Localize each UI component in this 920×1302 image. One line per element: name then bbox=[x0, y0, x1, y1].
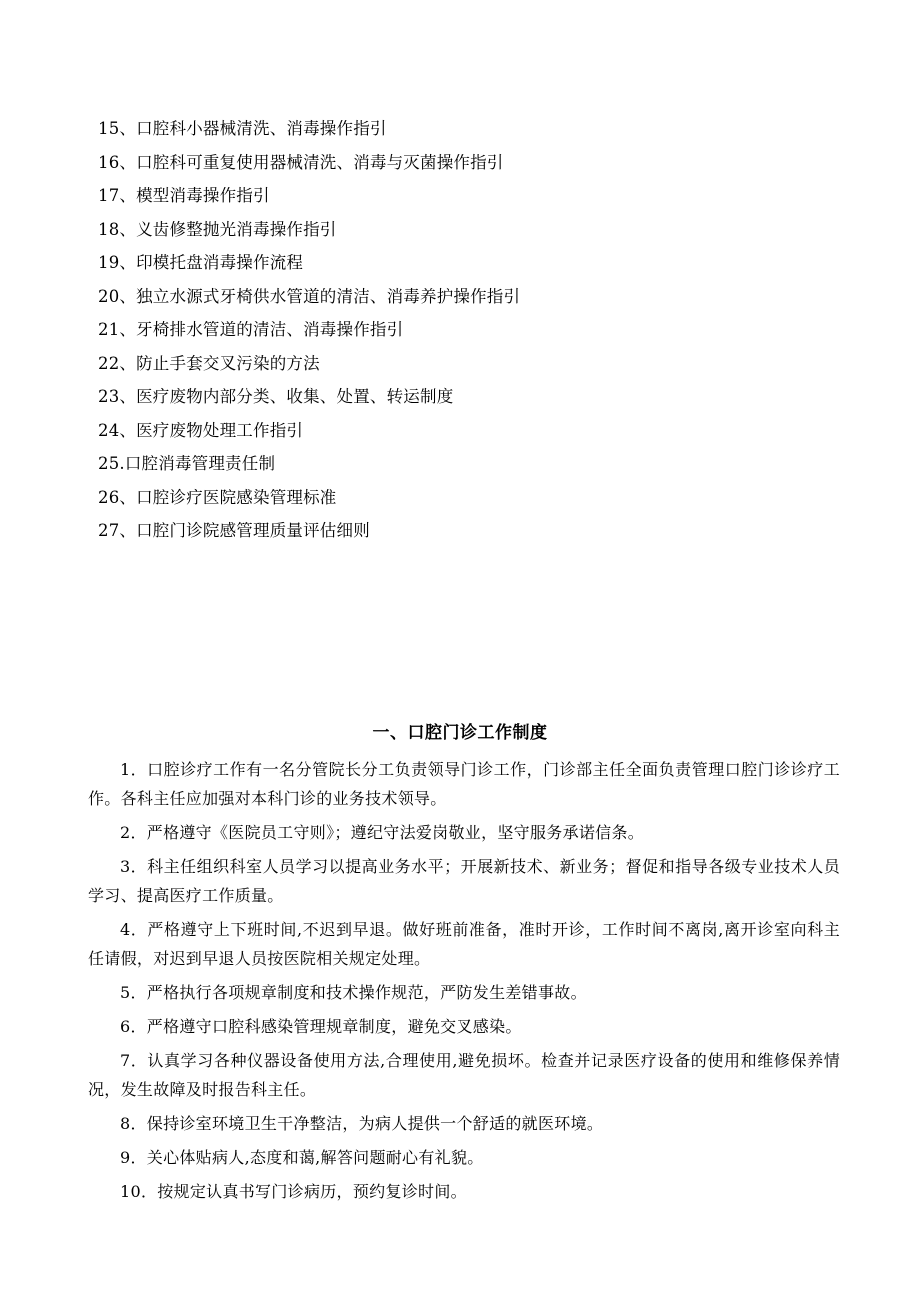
rule-paragraph: 2．严格遵守《医院员工守则》；遵纪守法爱岗敬业，坚守服务承诺信条。 bbox=[120, 823, 645, 842]
toc-item: 22、防止手套交叉污染的方法 bbox=[98, 353, 320, 373]
rule-paragraph: 3．科主任组织科室人员学习以提高业务水平；开展新技术、新业务；督促和指导各级专业技术人员学习、提高医疗工作质量。 bbox=[88, 857, 840, 905]
rule-paragraph: 6．严格遵守口腔科感染管理规章制度，避免交叉感染。 bbox=[120, 1017, 522, 1036]
toc-item: 16、口腔科可重复使用器械清洗、消毒与灭菌操作指引 bbox=[98, 152, 504, 172]
toc-item: 20、独立水源式牙椅供水管道的清洁、消毒养护操作指引 bbox=[98, 286, 521, 306]
rule-paragraph: 8．保持诊室环境卫生干净整洁，为病人提供一个舒适的就医环境。 bbox=[120, 1114, 604, 1133]
toc-item: 27、口腔门诊院感管理质量评估细则 bbox=[98, 521, 370, 540]
section-title: 一、口腔门诊工作制度 bbox=[372, 723, 548, 743]
toc-item: 24、医疗废物处理工作指引 bbox=[98, 420, 304, 440]
toc-item: 26、口腔诊疗医院感染管理标准 bbox=[98, 487, 337, 507]
toc-item: 19、印模托盘消毒操作流程 bbox=[98, 253, 304, 272]
rule-paragraph: 5．严格执行各项规章制度和技术操作规范，严防发生差错事故。 bbox=[120, 983, 587, 1002]
toc-item: 21、牙椅排水管道的清洁、消毒操作指引 bbox=[98, 320, 404, 339]
rule-paragraph: 4．严格遵守上下班时间,不迟到早退。做好班前准备，准时开诊，工作时间不离岗,离开诊室向科主任请假，对迟到早退人员按医院相关规定处理。 bbox=[88, 920, 840, 968]
rule-paragraph: 9．关心体贴病人,态度和蔼,解答问题耐心有礼貌。 bbox=[120, 1148, 484, 1167]
toc-item: 18、义齿修整抛光消毒操作指引 bbox=[98, 219, 337, 239]
rule-paragraph: 10．按规定认真书写门诊病历，预约复诊时间。 bbox=[120, 1182, 467, 1201]
toc-item: 17、模型消毒操作指引 bbox=[98, 186, 270, 205]
rule-paragraph: 1．口腔诊疗工作有一名分管院长分工负责领导门诊工作，门诊部主任全面负责管理口腔门诊诊疗工作。各科主任应加强对本科门诊的业务技术领导。 bbox=[88, 760, 840, 808]
toc-item: 15、口腔科小器械清洗、消毒操作指引 bbox=[98, 119, 387, 138]
rules-list bbox=[88, 755, 840, 1211]
rule-paragraph: 7．认真学习各种仪器设备使用方法,合理使用,避免损坏。检查并记录医疗设备的使用和维修保养情况，发生故障及时报告科主任。 bbox=[88, 1051, 840, 1099]
toc-item: 23、医疗废物内部分类、收集、处置、转运制度 bbox=[98, 387, 454, 406]
table-of-contents bbox=[98, 112, 858, 548]
toc-item: 25.口腔消毒管理责任制 bbox=[98, 454, 276, 473]
